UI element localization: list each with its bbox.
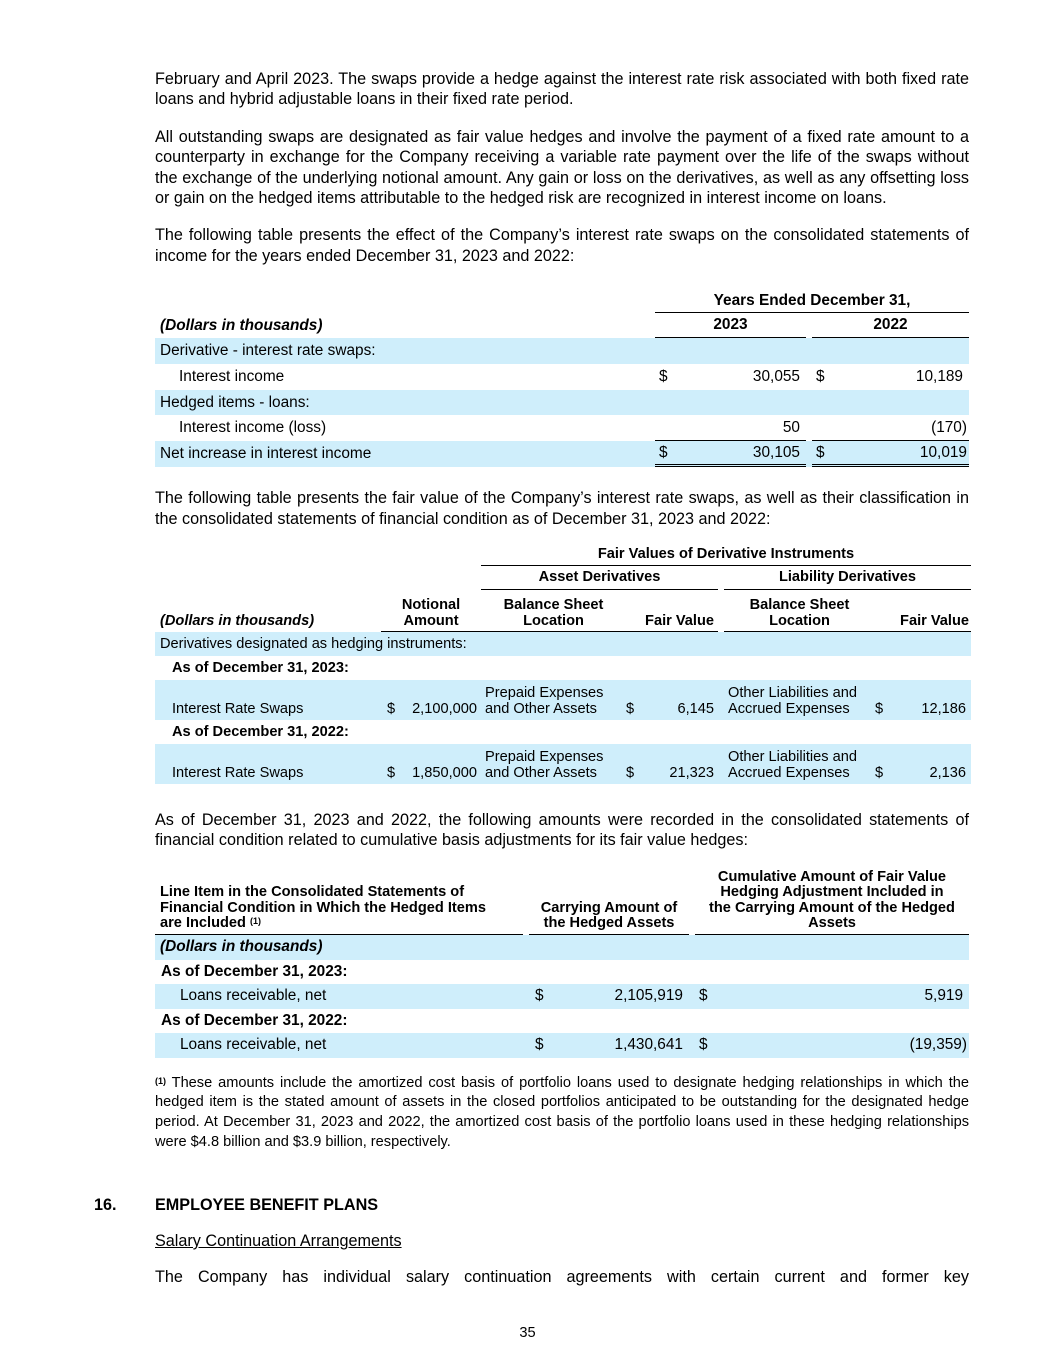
as-of-2022-label: As of December 31, 2022:: [172, 724, 349, 741]
footnote-text: These amounts include the amortized cost basis of portfolio loans used to designate hedging relationships in which the hedged item is the stated amount of assets in the closed portfolios anticipated to be outstanding for the designated hedge period. At December 31, 2023 and 2022, the amortized cost basis of the portfolio loans used in these hedging relationships were $4.8 billion and $3.9 billion, respectively.: [155, 1074, 969, 1150]
carrying-amount-header-line2: the Hedged Assets: [543, 915, 675, 932]
paragraph-table2-intro: The following table presents the fair value of the Company’s interest rate swaps, as well as their classification in the consolidated statements of financial condition as of December 31, 2023 and 2022:: [155, 489, 969, 528]
liability-location-header: [724, 590, 875, 632]
row-interest-income-label: Interest income: [179, 368, 285, 386]
as-of-2022-label: As of December 31, 2022:: [161, 1011, 348, 1029]
notional-2023: 2,100,000: [397, 680, 481, 720]
as-of-2023-label: As of December 31, 2023:: [161, 962, 348, 980]
line-item-header-line3: [160, 916, 523, 932]
paragraph-table3-intro: As of December 31, 2023 and 2022, the following amounts were recorded in the consolidated statements of financial condition related to cumulative basis adjustments for its fair value hedges:: [155, 811, 969, 850]
liability-location-header-line1: Balance Sheet: [749, 597, 850, 614]
notional-2022: 1,850,000: [397, 744, 481, 784]
cumulative-adjustment-2022: (19,359): [709, 1033, 969, 1058]
loans-receivable-2022-label: Loans receivable, net: [155, 1033, 523, 1058]
dollar-sign: $: [875, 680, 889, 720]
interest-rate-swaps-2022-label: Interest Rate Swaps: [155, 744, 381, 784]
section-title: EMPLOYEE BENEFIT PLANS: [155, 1196, 379, 1214]
asset-fair-value-2022: 21,323: [640, 744, 718, 784]
row-hedged-items-label: Hedged items - loans:: [155, 390, 655, 415]
dollar-sign: $: [529, 984, 549, 1009]
section-heading: [94, 1196, 379, 1215]
liability-location-line2: Accrued Expenses: [728, 765, 850, 782]
subheading-salary-continuation: Salary Continuation Arrangements: [155, 1232, 402, 1250]
page-number: 35: [519, 1325, 536, 1341]
liability-fair-value-header: Fair Value: [875, 590, 971, 632]
dollar-sign: $: [655, 441, 669, 467]
row-net-increase-label: Net increase in interest income: [155, 441, 655, 467]
net-increase-2022: 10,019: [826, 441, 969, 467]
cumulative-adjustment-header-line1: Cumulative Amount of Fair Value: [717, 868, 947, 885]
loans-receivable-2023-label: Loans receivable, net: [155, 984, 523, 1009]
asset-location-2022: [481, 744, 626, 784]
carrying-amount-2023: 2,105,919: [549, 984, 689, 1009]
liability-fair-value-2023: 12,186: [889, 680, 971, 720]
liability-derivatives-header: Liability Derivatives: [724, 566, 971, 590]
dollar-sign: $: [529, 1033, 549, 1058]
asset-location-2023: [481, 680, 626, 720]
section-number: 16.: [94, 1196, 117, 1214]
asset-location-line2: and Other Assets: [485, 701, 597, 718]
footnote-marker: (1): [155, 1075, 166, 1086]
fair-value-table: [155, 545, 971, 784]
line-item-header: [155, 869, 523, 935]
interest-income-loss-2022: (170): [826, 415, 969, 441]
as-of-2023-label: As of December 31, 2023:: [172, 660, 349, 677]
dollar-sign: $: [626, 680, 640, 720]
paragraph-table1-intro: The following table presents the effect of the Company’s interest rate swaps on the consolidated statements of income for the years ended December 31, 2023 and 2022:: [155, 226, 969, 265]
footnote: [155, 1074, 969, 1152]
dollar-sign: $: [626, 744, 640, 784]
carrying-amount-header-line1: Carrying Amount of: [540, 899, 678, 916]
fair-values-header: Fair Values of Derivative Instruments: [481, 545, 971, 566]
dollar-sign: $: [695, 984, 709, 1009]
units-label: (Dollars in thousands): [160, 613, 315, 630]
carrying-amount-2022: 1,430,641: [549, 1033, 689, 1058]
section-designated-hedging: Derivatives designated as hedging instruments:: [155, 632, 481, 656]
dollar-sign: $: [812, 441, 826, 467]
page-content: [155, 69, 969, 1152]
liability-location-line1: Other Liabilities and: [728, 749, 857, 766]
dollar-sign: $: [816, 368, 825, 386]
liability-location-line2: Accrued Expenses: [728, 701, 850, 718]
liability-fair-value-2022: 2,136: [889, 744, 971, 784]
asset-fair-value-2023: 6,145: [640, 680, 718, 720]
cumulative-adjustment-2023: 5,919: [709, 984, 969, 1009]
footnote-reference: (1): [250, 916, 262, 927]
notional-header-line1: Notional: [401, 597, 461, 614]
paragraph-salary-continuation: The Company has individual salary continuation agreements with certain current and former key: [155, 1268, 969, 1286]
notional-amount-header: [381, 590, 481, 632]
cumulative-adjustment-header-line3: the Carrying Amount of the Hedged: [709, 899, 955, 916]
units-label: (Dollars in thousands): [155, 935, 523, 960]
cumulative-adjustment-header: [695, 869, 969, 935]
asset-location-header-line2: Location: [523, 612, 584, 629]
row-interest-income-loss-label: Interest income (loss): [179, 419, 327, 437]
dollar-sign: $: [695, 1033, 709, 1058]
row-derivative-label: Derivative - interest rate swaps:: [155, 338, 655, 364]
interest-rate-swaps-2023-label: Interest Rate Swaps: [155, 680, 381, 720]
liability-location-2023: [724, 680, 875, 720]
col-2022-header: 2022: [812, 313, 969, 338]
dollar-sign: $: [659, 368, 668, 386]
asset-derivatives-header: Asset Derivatives: [481, 566, 718, 590]
dollar-sign: $: [381, 680, 397, 720]
paragraph-fair-value-hedges: All outstanding swaps are designated as fair value hedges and involve the payment of a fixed rate amount to a counterparty in exchange for the Company receiving a variable rate payment over the life of the swaps without the exchange of the underlying notional amount. Any gain or loss on the derivatives, as well as any offsetting loss or gain on the hedged items attributable to the hedged risk are recognized in interest income on loans.: [155, 127, 969, 208]
cumulative-adjustment-header-line2: Hedging Adjustment Included in: [720, 884, 944, 901]
basis-adjustment-table: [155, 869, 969, 1058]
years-ended-header: Years Ended December 31,: [655, 289, 969, 313]
asset-location-line1: Prepaid Expenses: [485, 749, 604, 766]
units-label: (Dollars in thousands): [160, 316, 323, 334]
interest-income-2023: 30,055: [752, 368, 800, 386]
liability-location-line1: Other Liabilities and: [728, 685, 857, 702]
carrying-amount-header: [529, 869, 689, 935]
col-2023-header: 2023: [655, 313, 806, 338]
asset-location-line2: and Other Assets: [485, 765, 597, 782]
liability-location-2022: [724, 744, 875, 784]
dollar-sign: $: [875, 744, 889, 784]
interest-income-2022: 10,189: [915, 368, 963, 386]
asset-location-header-line1: Balance Sheet: [503, 597, 604, 614]
asset-location-line1: Prepaid Expenses: [485, 685, 604, 702]
line-item-header-line2: Financial Condition in Which the Hedged Items: [160, 899, 486, 916]
liability-location-header-line2: Location: [769, 612, 830, 629]
asset-fair-value-header: Fair Value: [626, 590, 718, 632]
income-effect-table: [155, 289, 969, 467]
net-increase-2023: 30,105: [669, 441, 806, 467]
cumulative-adjustment-header-line4: Assets: [808, 915, 856, 932]
dollar-sign: $: [381, 744, 397, 784]
asset-location-header: [481, 590, 626, 632]
interest-income-loss-2023: 50: [669, 415, 806, 441]
paragraph-swaps-hedge: February and April 2023. The swaps provide a hedge against the interest rate risk associated with both fixed rate loans and hybrid adjustable loans in their fixed rate period.: [155, 70, 969, 109]
line-item-header-line1: Line Item in the Consolidated Statements of: [160, 884, 465, 901]
line-item-header-text: are Included: [160, 915, 246, 932]
notional-header-line2: Amount: [403, 612, 459, 629]
